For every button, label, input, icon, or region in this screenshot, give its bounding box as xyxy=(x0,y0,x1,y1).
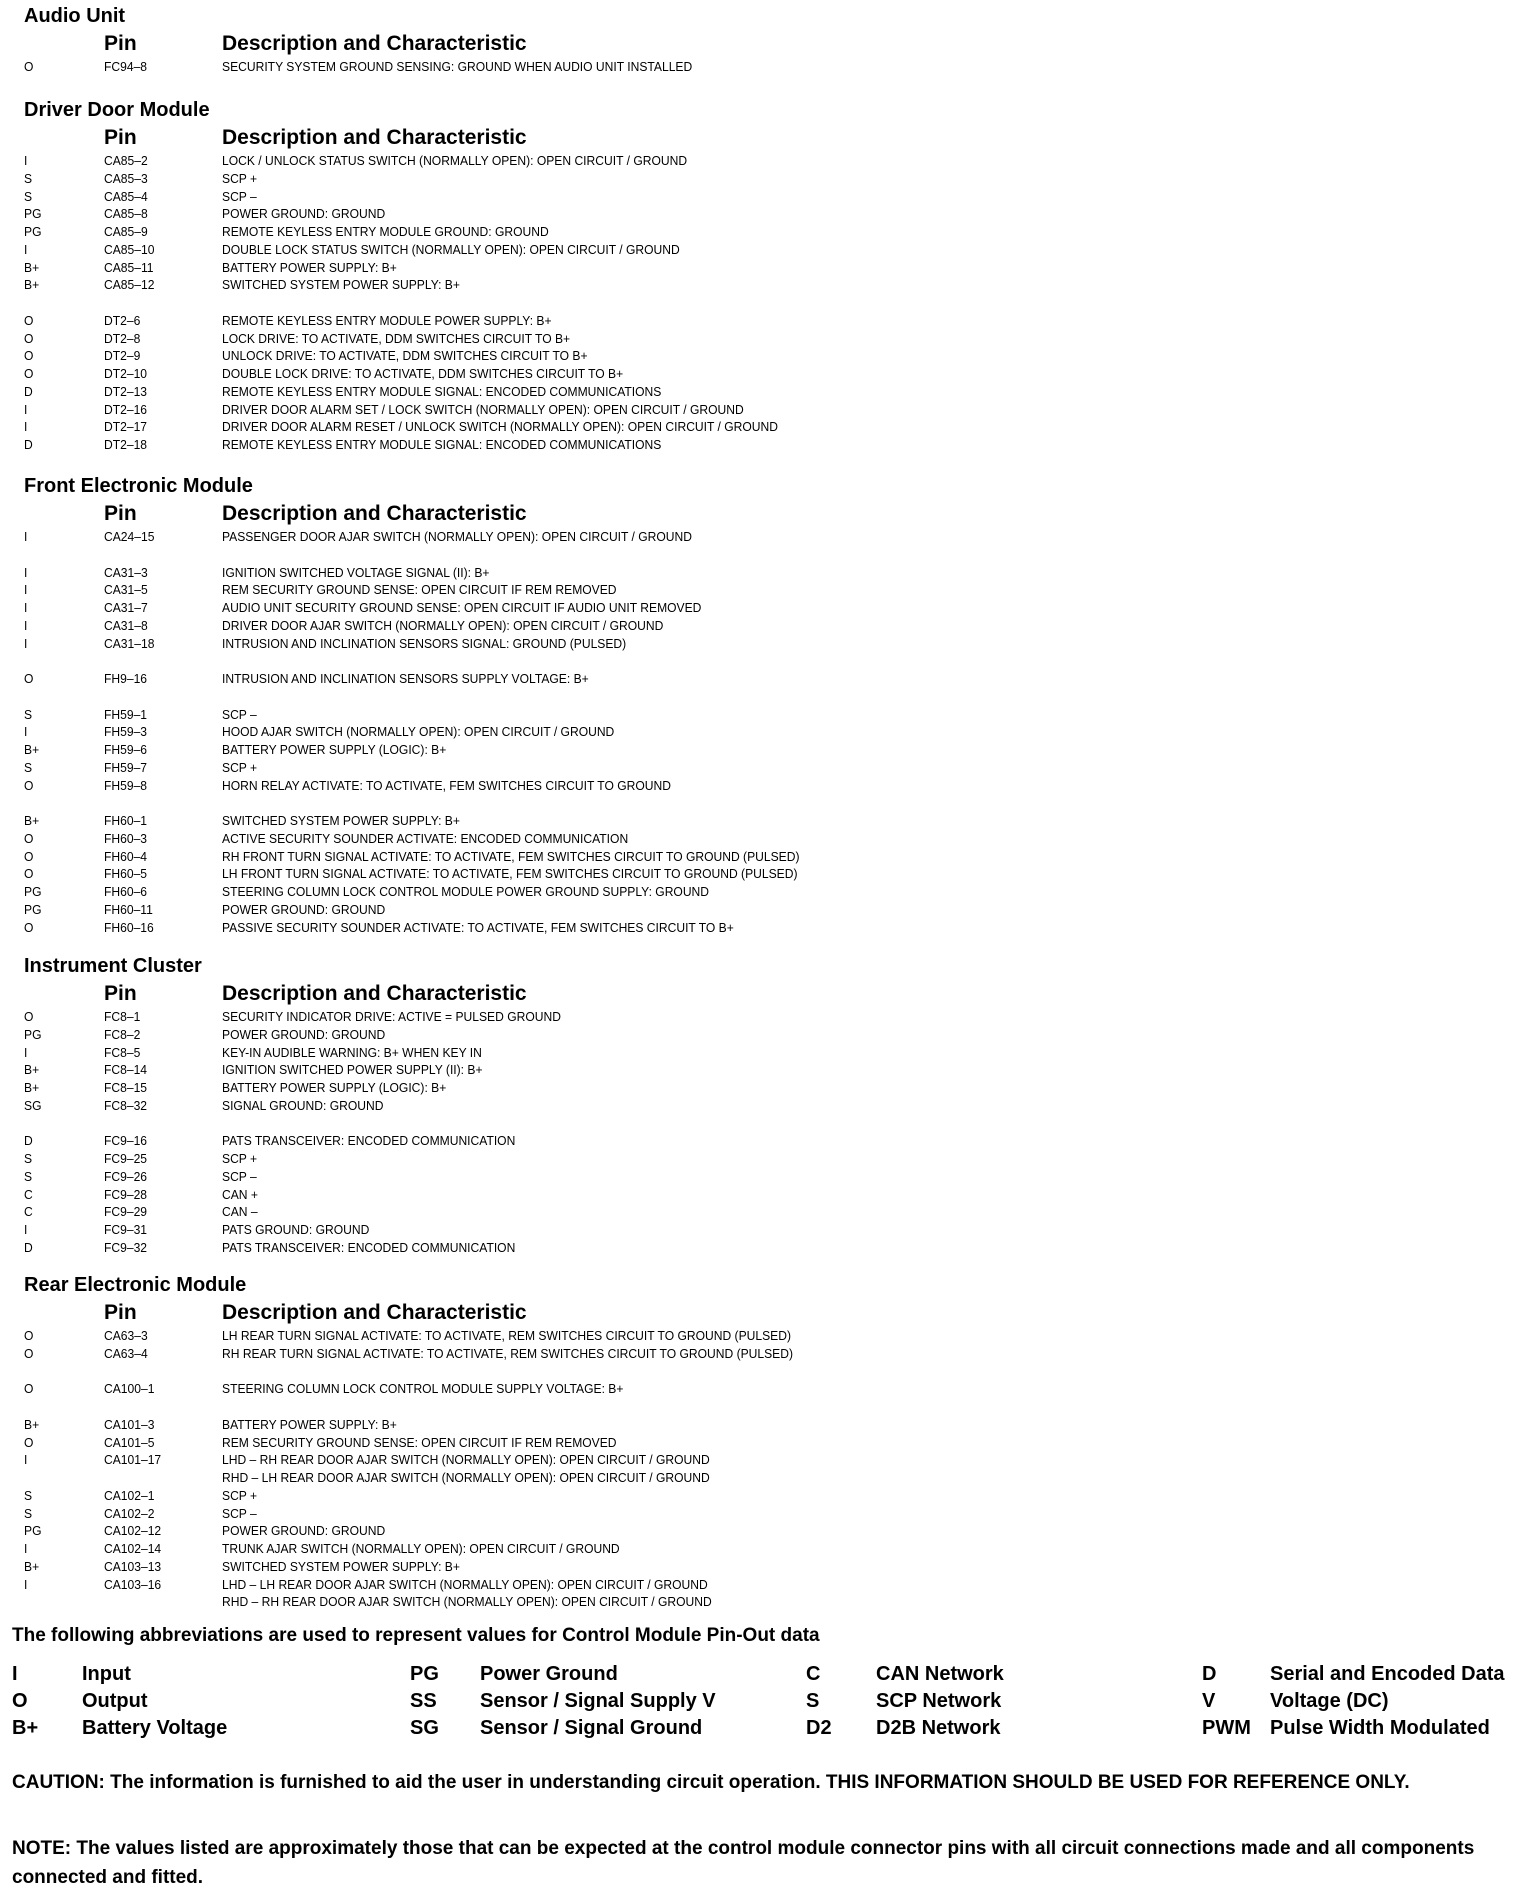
pin-row xyxy=(0,848,1300,865)
pin-row xyxy=(0,1239,1300,1256)
description-column-header: Description and Characteristic xyxy=(222,982,527,1005)
description-column-header: Description and Characteristic xyxy=(222,126,527,149)
pin-row xyxy=(0,1416,1300,1433)
pin-id: CA31–8 xyxy=(104,617,148,633)
module-title: Instrument Cluster xyxy=(24,955,202,977)
pin-description: TRUNK AJAR SWITCH (NORMALLY OPEN): OPEN CIRCUIT / GROUND xyxy=(222,1541,620,1556)
pin-description: LHD – LH REAR DOOR AJAR SWITCH (NORMALLY OPEN): OPEN CIRCUIT / GROUND xyxy=(222,1576,708,1592)
pin-row xyxy=(0,635,1300,652)
pin-column-header: Pin xyxy=(104,1301,137,1324)
signal-type: PG xyxy=(24,884,42,899)
pin-row xyxy=(0,528,1300,545)
pin-row xyxy=(0,1044,1300,1061)
signal-type: B+ xyxy=(24,259,40,275)
pin-description: LH REAR TURN SIGNAL ACTIVATE: TO ACTIVATE, REM SWITCHES CIRCUIT TO GROUND (PULSED) xyxy=(222,1328,791,1343)
abbreviation-code: SG xyxy=(410,1717,439,1739)
signal-type: I xyxy=(24,1541,28,1556)
signal-type: S xyxy=(24,706,33,722)
pin-row xyxy=(0,1061,1300,1078)
description-column-header: Description and Characteristic xyxy=(222,32,527,55)
abbreviation-code: O xyxy=(12,1690,28,1712)
abbreviation-code: SS xyxy=(410,1690,437,1712)
pin-id: FH59–3 xyxy=(104,724,148,740)
abbreviation-code: S xyxy=(806,1690,820,1712)
pin-description: REM SECURITY GROUND SENSE: OPEN CIRCUIT IF REM REMOVED xyxy=(222,582,617,598)
signal-type: O xyxy=(24,366,34,381)
pin-id: FC9–25 xyxy=(104,1151,148,1166)
pin-row xyxy=(0,812,1300,829)
pin-row xyxy=(0,152,1300,169)
pin-description: REM SECURITY GROUND SENSE: OPEN CIRCUIT IF REM REMOVED xyxy=(222,1434,617,1450)
pin-description: DRIVER DOOR ALARM SET / LOCK SWITCH (NORMALLY OPEN): OPEN CIRCUIT / GROUND xyxy=(222,401,744,417)
pin-row xyxy=(0,1345,1300,1362)
signal-type: B+ xyxy=(24,1558,40,1574)
abbreviation-code: C xyxy=(806,1663,821,1685)
pin-description: SCP – xyxy=(222,1505,257,1521)
signal-type: B+ xyxy=(24,813,40,828)
pin-id: FC9–16 xyxy=(104,1133,148,1149)
pin-row xyxy=(0,1079,1300,1096)
signal-type: B+ xyxy=(24,1416,40,1432)
abbreviations-intro: The following abbreviations are used to represent values for Control Module Pin-Out data xyxy=(12,1625,820,1646)
pin-description: SCP – xyxy=(222,1168,257,1184)
pin-id: DT2–16 xyxy=(104,401,148,417)
signal-type: B+ xyxy=(24,1062,40,1078)
pin-description: PASSENGER DOOR AJAR SWITCH (NORMALLY OPEN): OPEN CIRCUIT / GROUND xyxy=(222,529,693,544)
pin-row xyxy=(0,436,1300,453)
signal-type: PG xyxy=(24,206,42,222)
pin-description: POWER GROUND: GROUND xyxy=(222,901,386,917)
pin-id: DT2–9 xyxy=(104,348,141,364)
pin-id: CA102–1 xyxy=(104,1487,155,1503)
pin-row xyxy=(0,1008,1300,1025)
pin-row xyxy=(0,418,1300,435)
pin-row xyxy=(0,1186,1300,1203)
pin-row xyxy=(0,241,1300,258)
pin-id: FC9–32 xyxy=(104,1239,148,1255)
abbreviation-code: D xyxy=(1202,1663,1217,1685)
pin-id: FH60–6 xyxy=(104,884,148,899)
pin-row xyxy=(0,1540,1300,1557)
pin-id: CA85–11 xyxy=(104,259,154,275)
pin-id: FC8–1 xyxy=(104,1009,141,1024)
pin-description: POWER GROUND: GROUND xyxy=(222,1026,386,1042)
pin-description: KEY-IN AUDIBLE WARNING: B+ WHEN KEY IN xyxy=(222,1044,482,1060)
signal-type: O xyxy=(24,1381,34,1397)
module-title: Rear Electronic Module xyxy=(24,1274,247,1296)
pin-id: DT2–6 xyxy=(104,312,141,328)
signal-type: O xyxy=(24,330,34,346)
pin-description: BATTERY POWER SUPPLY (LOGIC): B+ xyxy=(222,742,447,757)
pin-row xyxy=(0,347,1300,364)
pin-row xyxy=(0,777,1300,794)
pin-description: LHD – RH REAR DOOR AJAR SWITCH (NORMALLY OPEN): OPEN CIRCUIT / GROUND xyxy=(222,1452,710,1468)
signal-type: O xyxy=(24,348,34,364)
signal-type: O xyxy=(24,848,34,864)
pin-description: POWER GROUND: GROUND xyxy=(222,206,386,222)
pin-row xyxy=(0,1168,1300,1185)
pin-row xyxy=(0,1203,1300,1220)
pin-description: PATS TRANSCEIVER: ENCODED COMMUNICATION xyxy=(222,1133,516,1149)
signal-type: D xyxy=(24,1239,33,1255)
pin-description: SIGNAL GROUND: GROUND xyxy=(222,1097,384,1113)
signal-type: PG xyxy=(24,1523,42,1539)
pin-id: DT2–18 xyxy=(104,437,148,452)
pin-row xyxy=(0,723,1300,740)
abbreviation-meaning: Sensor / Signal Supply V xyxy=(480,1690,716,1712)
pin-row xyxy=(0,205,1300,222)
abbreviation-meaning: Power Ground xyxy=(480,1663,618,1685)
pin-id: CA31–3 xyxy=(104,564,148,580)
pin-id: FC9–26 xyxy=(104,1168,148,1184)
signal-type: PG xyxy=(24,224,42,239)
signal-type: I xyxy=(24,1576,28,1592)
signal-type: I xyxy=(24,1222,28,1237)
pin-description: INTRUSION AND INCLINATION SENSORS SUPPLY VOLTAGE: B+ xyxy=(222,671,589,686)
pin-row xyxy=(0,365,1300,382)
pin-description: SWITCHED SYSTEM POWER SUPPLY: B+ xyxy=(222,813,460,828)
pin-description: ACTIVE SECURITY SOUNDER ACTIVATE: ENCODED COMMUNICATION xyxy=(222,830,629,846)
pin-id: FH59–7 xyxy=(104,759,148,775)
pin-id: FC9–31 xyxy=(104,1222,148,1237)
pin-description: SWITCHED SYSTEM POWER SUPPLY: B+ xyxy=(222,277,460,293)
pin-row xyxy=(0,741,1300,758)
pin-id: DT2–10 xyxy=(104,366,148,381)
signal-type: O xyxy=(24,1328,34,1343)
pin-row xyxy=(0,1327,1300,1344)
pin-id: FC8–2 xyxy=(104,1026,141,1042)
pin-description: POWER GROUND: GROUND xyxy=(222,1523,386,1539)
pin-row xyxy=(0,1026,1300,1043)
general-note: NOTE: The values listed are approximately those that can be expected at the control module connector pins with all circuit connections made and all components connected and fitted. xyxy=(12,1838,1475,1888)
pin-row xyxy=(0,617,1300,634)
module-title: Driver Door Module xyxy=(24,99,210,121)
pin-id: FH60–16 xyxy=(104,919,154,935)
pin-id: CA85–8 xyxy=(104,206,148,222)
pin-column-header: Pin xyxy=(104,982,137,1005)
signal-type: S xyxy=(24,759,33,775)
pin-row xyxy=(0,1576,1300,1593)
pin-id: FH60–3 xyxy=(104,830,148,846)
pin-row xyxy=(0,830,1300,847)
pin-row xyxy=(0,1150,1300,1167)
pin-row xyxy=(0,1469,1300,1486)
pin-description: SCP + xyxy=(222,170,258,186)
signal-type: O xyxy=(24,777,34,793)
pin-description: PATS TRANSCEIVER: ENCODED COMMUNICATION xyxy=(222,1239,516,1255)
pin-id: FC8–5 xyxy=(104,1044,141,1060)
pin-row xyxy=(0,599,1300,616)
pin-row xyxy=(0,919,1300,936)
pin-description: HOOD AJAR SWITCH (NORMALLY OPEN): OPEN CIRCUIT / GROUND xyxy=(222,724,615,740)
pin-id: FH60–5 xyxy=(104,866,148,882)
caution-note: CAUTION: The information is furnished to aid the user in understanding circuit operation. THIS INFORMATION SHOULD BE USED FOR REFERENCE ONLY. xyxy=(12,1772,1410,1793)
signal-type: S xyxy=(24,1168,33,1184)
pin-description: STEERING COLUMN LOCK CONTROL MODULE SUPPLY VOLTAGE: B+ xyxy=(222,1381,624,1397)
signal-type: I xyxy=(24,1452,28,1468)
pin-description: LOCK DRIVE: TO ACTIVATE, DDM SWITCHES CIRCUIT TO B+ xyxy=(222,330,571,346)
signal-type: S xyxy=(24,170,33,186)
pin-row xyxy=(0,581,1300,598)
signal-type: I xyxy=(24,419,28,435)
pin-id: FC94–8 xyxy=(104,59,148,74)
signal-type: I xyxy=(24,564,28,580)
pin-id: CA85–12 xyxy=(104,277,155,293)
pin-description: SWITCHED SYSTEM POWER SUPPLY: B+ xyxy=(222,1558,460,1574)
pin-description: LH FRONT TURN SIGNAL ACTIVATE: TO ACTIVATE, FEM SWITCHES CIRCUIT TO GROUND (PULSED) xyxy=(222,866,798,882)
pin-id: CA85–3 xyxy=(104,170,148,186)
pin-row xyxy=(0,188,1300,205)
module-title: Audio Unit xyxy=(24,5,126,27)
signal-type: C xyxy=(24,1186,33,1202)
pin-column-header: Pin xyxy=(104,502,137,525)
pin-description: SECURITY SYSTEM GROUND SENSING: GROUND WHEN AUDIO UNIT INSTALLED xyxy=(222,59,693,74)
pin-id: CA31–5 xyxy=(104,582,148,598)
pin-description: CAN – xyxy=(222,1204,258,1220)
abbreviation-code: V xyxy=(1202,1690,1216,1712)
pin-id: CA63–4 xyxy=(104,1345,148,1361)
pin-id: CA102–14 xyxy=(104,1541,162,1556)
pin-id: CA103–16 xyxy=(104,1576,162,1592)
abbreviation-meaning: Sensor / Signal Ground xyxy=(480,1717,703,1739)
pin-row xyxy=(0,276,1300,293)
signal-type: O xyxy=(24,919,34,935)
pin-description: DOUBLE LOCK DRIVE: TO ACTIVATE, DDM SWITCHES CIRCUIT TO B+ xyxy=(222,366,624,381)
pin-id: CA31–18 xyxy=(104,635,155,651)
signal-type: I xyxy=(24,241,28,257)
pin-description: REMOTE KEYLESS ENTRY MODULE SIGNAL: ENCODED COMMUNICATIONS xyxy=(222,437,662,452)
description-column-header: Description and Characteristic xyxy=(222,502,527,525)
pin-row xyxy=(0,865,1300,882)
signal-type: S xyxy=(24,1505,33,1521)
pin-description: RHD – LH REAR DOOR AJAR SWITCH (NORMALLY OPEN): OPEN CIRCUIT / GROUND xyxy=(222,1470,710,1485)
pin-row xyxy=(0,564,1300,581)
pin-description: PATS GROUND: GROUND xyxy=(222,1222,370,1237)
signal-type: I xyxy=(24,600,28,615)
pin-description: PASSIVE SECURITY SOUNDER ACTIVATE: TO ACTIVATE, FEM SWITCHES CIRCUIT TO B+ xyxy=(222,919,734,935)
pin-description: SCP – xyxy=(222,706,257,722)
pin-row xyxy=(0,1434,1300,1451)
pin-id: CA101–5 xyxy=(104,1434,155,1450)
pin-row xyxy=(0,1221,1300,1238)
pin-id: FH60–1 xyxy=(104,813,148,828)
signal-type: S xyxy=(24,1487,33,1503)
pin-id: CA101–3 xyxy=(104,1416,155,1432)
pin-description: RHD – RH REAR DOOR AJAR SWITCH (NORMALLY OPEN): OPEN CIRCUIT / GROUND xyxy=(222,1594,712,1610)
pin-id: FC9–28 xyxy=(104,1186,148,1202)
pin-id: CA63–3 xyxy=(104,1328,148,1343)
module-title: Front Electronic Module xyxy=(24,475,253,497)
abbreviation-code: PWM xyxy=(1202,1717,1251,1739)
pin-id: FC9–29 xyxy=(104,1204,148,1220)
pin-description: BATTERY POWER SUPPLY (LOGIC): B+ xyxy=(222,1080,447,1095)
pin-row xyxy=(0,1522,1300,1539)
pin-description: BATTERY POWER SUPPLY: B+ xyxy=(222,259,397,275)
pin-id: CA102–12 xyxy=(104,1523,162,1539)
abbreviation-code: PG xyxy=(410,1663,439,1685)
signal-type: S xyxy=(24,1151,33,1166)
description-column-header: Description and Characteristic xyxy=(222,1301,527,1324)
pin-row xyxy=(0,1132,1300,1149)
pin-id: FH60–4 xyxy=(104,848,148,864)
pin-id: CA85–9 xyxy=(104,224,148,239)
signal-type: SG xyxy=(24,1097,42,1113)
pin-id: CA103–13 xyxy=(104,1558,162,1574)
pin-id: FH59–6 xyxy=(104,742,148,757)
pin-description: IGNITION SWITCHED POWER SUPPLY (II): B+ xyxy=(222,1062,483,1078)
pin-description: STEERING COLUMN LOCK CONTROL MODULE POWER GROUND SUPPLY: GROUND xyxy=(222,884,710,899)
pin-description: IGNITION SWITCHED VOLTAGE SIGNAL (II): B+ xyxy=(222,564,490,580)
pin-description: SCP + xyxy=(222,1487,258,1503)
pin-id: FH59–1 xyxy=(104,706,148,722)
abbreviation-code: D2 xyxy=(806,1717,832,1739)
signal-type: O xyxy=(24,59,34,74)
pin-row xyxy=(0,383,1300,400)
pin-description: RH REAR TURN SIGNAL ACTIVATE: TO ACTIVATE, REM SWITCHES CIRCUIT TO GROUND (PULSED) xyxy=(222,1345,794,1361)
signal-type: I xyxy=(24,529,28,544)
pin-id: CA85–2 xyxy=(104,153,148,168)
signal-type: B+ xyxy=(24,277,40,293)
signal-type: D xyxy=(24,437,33,452)
pin-id: CA85–10 xyxy=(104,241,155,257)
abbreviation-meaning: Pulse Width Modulated xyxy=(1270,1717,1490,1739)
pin-row xyxy=(0,58,1300,75)
abbreviation-meaning: Input xyxy=(82,1663,131,1685)
pin-row xyxy=(0,670,1300,687)
pin-row xyxy=(0,1558,1300,1575)
pin-description: SCP + xyxy=(222,1151,258,1166)
pin-column-header: Pin xyxy=(104,32,137,55)
pin-row xyxy=(0,759,1300,776)
pin-description: CAN + xyxy=(222,1186,258,1202)
pin-id: FH60–11 xyxy=(104,901,153,917)
pin-id: CA100–1 xyxy=(104,1381,155,1397)
pin-row xyxy=(0,1380,1300,1397)
abbreviation-code: I xyxy=(12,1663,18,1685)
pin-row xyxy=(0,330,1300,347)
pin-description: SECURITY INDICATOR DRIVE: ACTIVE = PULSED GROUND xyxy=(222,1009,561,1024)
pin-description: DRIVER DOOR AJAR SWITCH (NORMALLY OPEN): OPEN CIRCUIT / GROUND xyxy=(222,617,664,633)
pin-row xyxy=(0,1487,1300,1504)
pin-id: DT2–8 xyxy=(104,330,141,346)
abbreviation-meaning: Voltage (DC) xyxy=(1270,1690,1389,1712)
signal-type: O xyxy=(24,866,34,882)
pin-description: INTRUSION AND INCLINATION SENSORS SIGNAL: GROUND (PULSED) xyxy=(222,635,627,651)
abbreviation-meaning: CAN Network xyxy=(876,1663,1004,1685)
signal-type: C xyxy=(24,1204,33,1220)
pin-description: BATTERY POWER SUPPLY: B+ xyxy=(222,1416,397,1432)
pin-id: CA24–15 xyxy=(104,529,155,544)
signal-type: I xyxy=(24,617,28,633)
pin-column-header: Pin xyxy=(104,126,137,149)
pin-description: SCP + xyxy=(222,759,258,775)
pin-row xyxy=(0,401,1300,418)
signal-type: O xyxy=(24,830,34,846)
pin-row xyxy=(0,223,1300,240)
pin-row xyxy=(0,170,1300,187)
signal-type: PG xyxy=(24,1026,42,1042)
pin-description: REMOTE KEYLESS ENTRY MODULE POWER SUPPLY: B+ xyxy=(222,312,552,328)
signal-type: O xyxy=(24,1009,34,1024)
pin-row xyxy=(0,901,1300,918)
signal-type: S xyxy=(24,188,33,204)
signal-type: I xyxy=(24,635,28,651)
signal-type: O xyxy=(24,1434,34,1450)
pin-description: DRIVER DOOR ALARM RESET / UNLOCK SWITCH (NORMALLY OPEN): OPEN CIRCUIT / GROUND xyxy=(222,419,778,435)
pin-row xyxy=(0,259,1300,276)
pin-id: DT2–13 xyxy=(104,383,148,399)
pin-id: CA85–4 xyxy=(104,188,148,204)
signal-type: I xyxy=(24,582,28,598)
signal-type: D xyxy=(24,1133,33,1149)
pin-description: HORN RELAY ACTIVATE: TO ACTIVATE, FEM SWITCHES CIRCUIT TO GROUND xyxy=(222,777,671,793)
pin-row xyxy=(0,1505,1300,1522)
pin-description: AUDIO UNIT SECURITY GROUND SENSE: OPEN CIRCUIT IF AUDIO UNIT REMOVED xyxy=(222,600,702,615)
pin-id: CA102–2 xyxy=(104,1505,155,1521)
signal-type: I xyxy=(24,1044,28,1060)
abbreviation-code: B+ xyxy=(12,1717,39,1739)
signal-type: I xyxy=(24,401,28,417)
pin-id: FH9–16 xyxy=(104,671,148,686)
signal-type: B+ xyxy=(24,742,40,757)
abbreviation-meaning: SCP Network xyxy=(876,1690,1002,1712)
signal-type: I xyxy=(24,153,28,168)
pin-id: FC8–32 xyxy=(104,1097,148,1113)
signal-type: D xyxy=(24,383,33,399)
signal-type: I xyxy=(24,724,28,740)
pin-id: DT2–17 xyxy=(104,419,148,435)
pin-id: FH59–8 xyxy=(104,777,148,793)
pin-description: LOCK / UNLOCK STATUS SWITCH (NORMALLY OPEN): OPEN CIRCUIT / GROUND xyxy=(222,153,688,168)
pin-id: FC8–15 xyxy=(104,1080,148,1095)
pin-id: CA31–7 xyxy=(104,600,148,615)
pin-row xyxy=(0,706,1300,723)
pin-description: UNLOCK DRIVE: TO ACTIVATE, DDM SWITCHES CIRCUIT TO B+ xyxy=(222,348,588,364)
signal-type: O xyxy=(24,312,34,328)
pin-description: RH FRONT TURN SIGNAL ACTIVATE: TO ACTIVATE, FEM SWITCHES CIRCUIT TO GROUND (PULSED) xyxy=(222,848,800,864)
pin-id: FC8–14 xyxy=(104,1062,148,1078)
signal-type: O xyxy=(24,671,34,686)
pin-row xyxy=(0,1097,1300,1114)
abbreviation-meaning: Battery Voltage xyxy=(82,1717,228,1739)
pin-id: CA101–17 xyxy=(104,1452,162,1468)
signal-type: PG xyxy=(24,901,42,917)
signal-type: O xyxy=(24,1345,34,1361)
abbreviation-meaning: Serial and Encoded Data xyxy=(1270,1663,1505,1685)
pin-description: SCP – xyxy=(222,188,257,204)
abbreviation-meaning: Output xyxy=(82,1690,148,1712)
pin-description: REMOTE KEYLESS ENTRY MODULE GROUND: GROUND xyxy=(222,224,549,239)
pin-row xyxy=(0,1593,1300,1610)
pin-description: REMOTE KEYLESS ENTRY MODULE SIGNAL: ENCODED COMMUNICATIONS xyxy=(222,383,662,399)
pin-row xyxy=(0,1451,1300,1468)
pin-row xyxy=(0,883,1300,900)
signal-type: B+ xyxy=(24,1080,40,1095)
abbreviation-meaning: D2B Network xyxy=(876,1717,1001,1739)
pin-row xyxy=(0,312,1300,329)
pin-description: DOUBLE LOCK STATUS SWITCH (NORMALLY OPEN): OPEN CIRCUIT / GROUND xyxy=(222,241,680,257)
